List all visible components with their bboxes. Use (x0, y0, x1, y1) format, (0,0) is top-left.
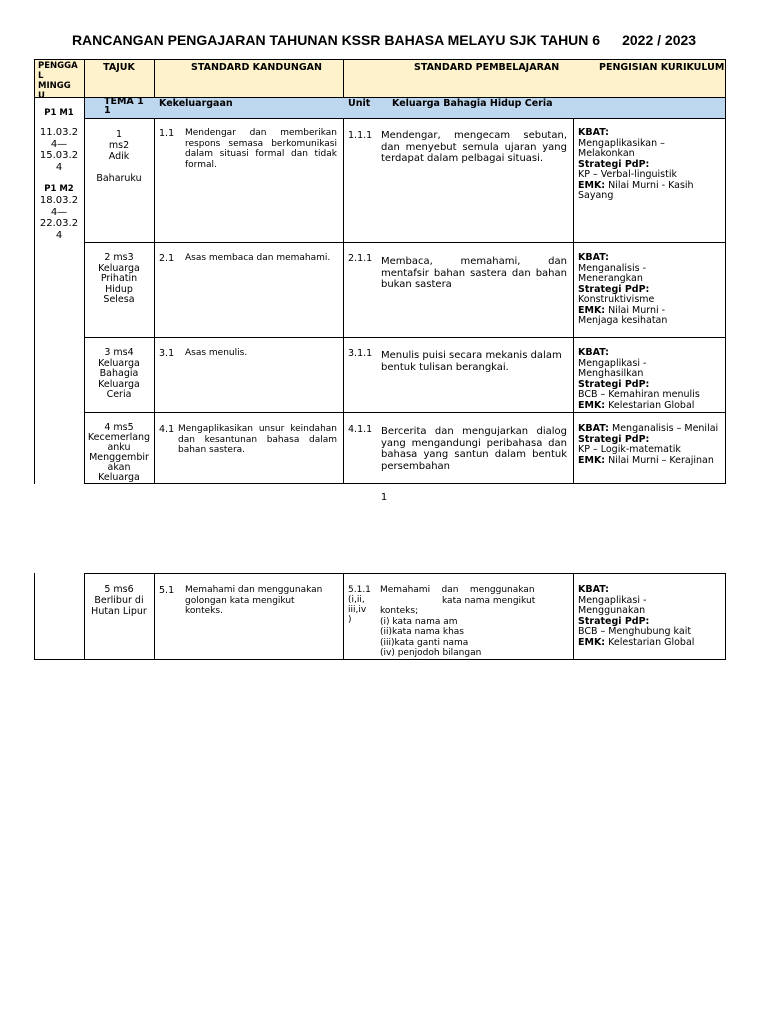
row2-emk-label: EMK: (578, 304, 606, 316)
row5-sp-num: 5.1.1 (i,ii, iii,iv ) (348, 585, 371, 625)
row5-sp-line3: konteks; (380, 606, 419, 616)
row5-sp-item-2: (ii)kata nama khas (380, 627, 464, 637)
row2-pengisian (578, 253, 724, 327)
tema-label: TEMA 1 1 (104, 96, 144, 116)
row4-sp-text: Bercerita dan mengujarkan dialog yang mengandungi peribahasa dan bahasa yang santun dalam bentuk persembahan (381, 426, 567, 472)
row5-strategi-label: Strategi PdP: (578, 615, 650, 627)
row4-sk-num: 4.1 (159, 424, 175, 435)
row2-sp-num: 2.1.1 (348, 253, 373, 264)
header-minggu: PENGGA L MINGG U (38, 61, 78, 101)
row4-kbat-label: KBAT: (578, 423, 609, 434)
title-text: RANCANGAN PENGAJARAN TAHUNAN KSSR BAHASA MELAYU SJK TAHUN 6 (71, 32, 601, 48)
row3-tajuk: 3 ms4 Keluarga Bahagia Keluarga Ceria (98, 347, 140, 400)
week-m2-label: P1 M2 (44, 184, 74, 194)
header-tajuk: TAJUK (103, 62, 135, 73)
row1-emk: Nilai Murni - Kasih Sayang (578, 179, 694, 201)
row5-sp-item-3: (iii)kata ganti nama (380, 637, 469, 648)
row5-kbat: Mengaplikasi - Menggunakan (578, 594, 647, 616)
row3-strategi: BCB – Kemahiran menulis (578, 389, 700, 400)
row2-strategi: Konstruktivisme (578, 294, 655, 305)
row1-strategi: KP – Verbal-linguistik (578, 169, 677, 180)
row3-kbat-label: KBAT: (578, 347, 609, 358)
row5-sp-line1: Memahami dan menggunakan (380, 585, 535, 595)
row5-sk-text: Memahami dan menggunakan golongan kata mengikut konteks. (185, 585, 323, 616)
row5-sp-item-4: (iv) penjodoh bilangan (380, 648, 482, 658)
row4-kbat: Menganalisis – Menilai (608, 423, 719, 434)
row5-strategi: BCB – Menghubung kait (578, 626, 692, 637)
row5-kbat-label: KBAT: (578, 584, 609, 595)
row1-kbat-label: KBAT: (578, 127, 609, 138)
row2-tajuk: 2 ms3 Keluarga Prihatin Hidup Selesa (98, 252, 140, 305)
row3-pengisian (578, 348, 724, 411)
row1-sk-num: 1.1 (159, 128, 175, 139)
row3-sk-num: 3.1 (159, 348, 175, 359)
row4-sk-text: Mengaplikasikan unsur keindahan dan kesantunan bahasa dalam bahan sastera. (178, 424, 337, 455)
row5-sp-line2: kata nama mengikut (442, 595, 536, 606)
row3-emk: Kelestarian Global (605, 399, 695, 411)
row1-sp-text: Mendengar, mengecam sebutan, dan menyebut semula ujaran yang terdapat dalam pelbagai situasi. (381, 130, 567, 164)
row5-tajuk: 5 ms6 Berlibur di Hutan Lipur (91, 584, 147, 617)
week-m2-dates: 18.03.2 4— 22.03.2 4 (39, 195, 79, 241)
week-m1-dates: 11.03.2 4— 15.03.2 4 (39, 127, 79, 173)
row4-emk-label: EMK: (578, 454, 606, 466)
row5-emk-label: EMK: (578, 636, 606, 648)
tema-name: Kekeluargaan (159, 98, 233, 109)
row5-pengisian (578, 585, 724, 648)
row4-tajuk: 4 ms5 Kecemerlang anku Menggembir akan Keluarga (87, 422, 151, 483)
row1-kbat: Mengaplikasikan – Melakonkan (578, 137, 665, 159)
row4-strategi-label: Strategi PdP: (578, 433, 650, 445)
row3-strategi-label: Strategi PdP: (578, 378, 650, 390)
row5-emk: Kelestarian Global (605, 636, 695, 648)
row5-sk-num: 5.1 (159, 585, 175, 596)
row5-sp-item-1: (i) kata nama am (380, 616, 458, 627)
row2-emk: Nilai Murni - Menjaga kesihatan (578, 304, 668, 326)
row4-strategi: KP – Logik-matematik (578, 444, 681, 455)
row3-sp-num: 3.1.1 (348, 348, 373, 359)
row1-sp-num: 1.1.1 (348, 130, 373, 141)
unit-name: Keluarga Bahagia Hidup Ceria (392, 98, 553, 109)
row1-strategi-label: Strategi PdP: (578, 158, 650, 170)
unit-label: Unit (348, 98, 371, 109)
page-number: 1 (380, 492, 388, 503)
row4-emk: Nilai Murni – Kerajinan (605, 454, 714, 466)
row1-tajuk: 1 ms2 Adik Baharuku (96, 129, 142, 184)
row2-kbat-label: KBAT: (578, 252, 609, 263)
row3-kbat: Mengaplikasi - Menghasilkan (578, 357, 647, 379)
header-standard-pembelajaran: STANDARD PEMBELAJARAN (414, 62, 560, 73)
title-year: 2022 / 2023 (622, 32, 697, 48)
row2-sp-text: Membaca, memahami, dan mentafsir bahan sastera dan bahan bukan sastera (381, 256, 567, 290)
header-standard-kandungan: STANDARD KANDUNGAN (191, 62, 322, 73)
row1-emk-label: EMK: (578, 179, 606, 191)
row1-pengisian (578, 128, 724, 202)
week-m1-label: P1 M1 (44, 108, 74, 118)
header-pengisian-kurikulum: PENGISIAN KURIKULUM (599, 62, 725, 73)
row5-sp-block (380, 585, 570, 659)
row2-sk-num: 2.1 (159, 253, 175, 264)
row1-sk-text: Mendengar dan memberikan respons semasa berkomunikasi dalam situasi formal dan tidak formal. (185, 128, 337, 170)
row3-sk-text: Asas menulis. (185, 348, 248, 358)
row2-strategi-label: Strategi PdP: (578, 283, 650, 295)
document-title (0, 32, 768, 48)
row3-sp-text: Menulis puisi secara mekanis dalam bentuk tulisan berangkai. (381, 350, 562, 373)
row2-sk-text: Asas membaca dan memahami. (185, 253, 331, 263)
row3-emk-label: EMK: (578, 399, 606, 411)
row2-kbat: Menganalisis - Menerangkan (578, 262, 647, 284)
row4-pengisian (578, 424, 724, 466)
row4-sp-num: 4.1.1 (348, 424, 373, 435)
